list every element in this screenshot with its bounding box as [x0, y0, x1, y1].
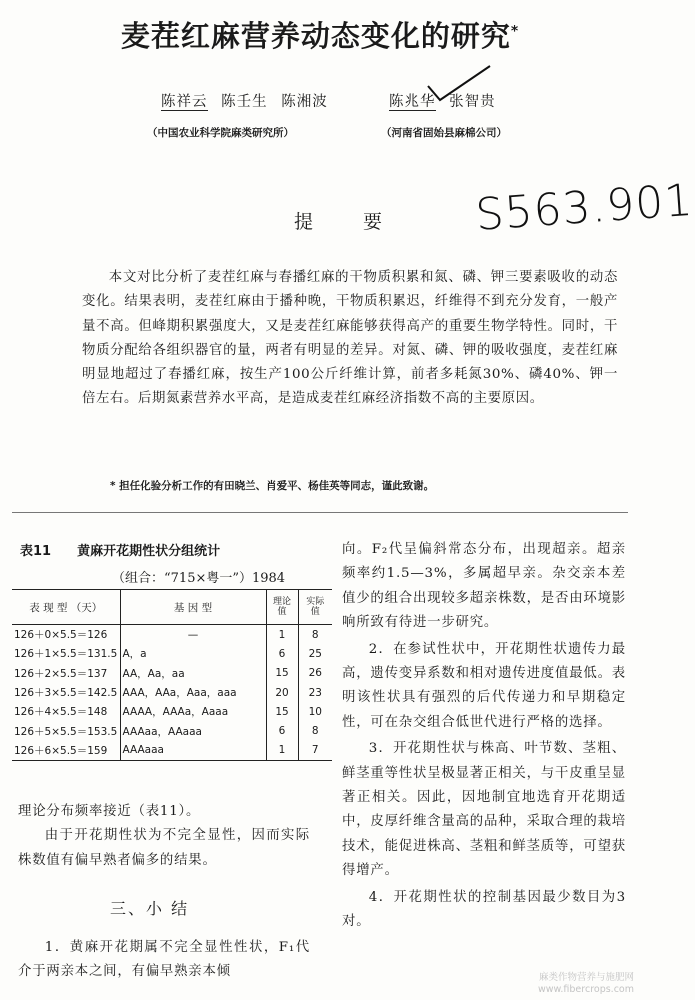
cell-theory: 6 [266, 721, 298, 740]
cell-theory: 1 [266, 625, 298, 645]
right-paragraph-1: 向。F₂代呈偏斜常态分布，出现超亲。超亲频率约1.5—3%，多属超早亲。杂交亲本差值少的组合出现较多超亲株数，是否由环境影响所致有待进一步研究。 [342, 542, 626, 631]
summary-point-3: 3．开花期性状与株高、叶节数、茎粗、鲜茎重等性状呈极显著正相关，与干皮重呈显著正相关。因此，因地制宜地选育开花期适中，皮厚纤维含量高的品种，采取合理的栽培技术，能促进株高、茎粗和鲜茎质等，可望获得增产。 [342, 741, 626, 879]
cell-actual: 10 [298, 702, 332, 721]
cell-actual: 7 [298, 741, 332, 760]
title-text: 麦茬红麻营养动态变化的研究 [120, 19, 511, 53]
summary-point-2: 2．在参试性状中，开花期性状遗传力最高，遗传变异系数和相对遗传进度值最低。表明该性状具有强烈的后代传递力和早期稳定性，可在杂交组合低世代进行严格的选择。 [342, 641, 626, 730]
cell-theory: 15 [266, 664, 298, 683]
header-theory-value: 理论值 [272, 597, 291, 617]
abstract-text: 本文对比分析了麦茬红麻与春播红麻的干物质积累和氮、磷、钾三要素吸收的动态变化。结果表明，麦茬红麻由于播种晚，干物质积累迟，纤维得不到充分发育，一般产量不高。但峰期积累强度大，又是麦茬红麻能够获得高产的重要生物学特性。同时，干物质分配给各组织器官的量，两者有明显的差异。对氮、磷、钾的吸收强度，麦茬红麻明显地超过了春播红麻，按生产100公斤纤维计算，前者多耗氮30%、磷40%、钾一倍左右。后期氮素营养水平高，是造成麦茬红麻经济指数不高的主要原因。 [82, 270, 618, 407]
table-row [12, 625, 332, 645]
table-row [12, 721, 332, 740]
cell-genotype: AAAaa，AAaaa [120, 721, 266, 740]
table-caption: 表11 黄麻开花期性状分组统计 [20, 544, 221, 559]
table-header-row [12, 590, 332, 625]
table-row [12, 683, 332, 702]
cell-theory: 6 [266, 644, 298, 663]
site-watermark [538, 972, 634, 996]
header-genotype: 基 因 型 [120, 590, 266, 625]
acknowledgement-footnote: * 担任化验分析工作的有田晓兰、肖爱平、杨佳英等同志，谨此致谢。 [110, 480, 435, 492]
watermark-line-2: www.fibercrops.com [537, 984, 634, 995]
cell-phenotype: 126＋2×5.5＝137 [14, 667, 108, 680]
cell-theory: 1 [266, 741, 298, 760]
title-footnote-mark: * [510, 23, 520, 40]
cell-theory: 20 [266, 683, 298, 702]
abstract-body [82, 266, 618, 412]
header-phenotype: 表 现 型 （天） [12, 590, 120, 625]
table-row [12, 664, 332, 683]
summary-point-4: 4．开花期性状的控制基因最少数目为3对。 [342, 889, 626, 930]
author-name: 陈祥云 [161, 94, 208, 110]
table-row [12, 741, 332, 760]
flowering-table [12, 589, 332, 761]
author-name: 张智贵 [449, 94, 496, 110]
paper-title [0, 14, 640, 55]
abstract-heading: 提 要 [294, 211, 405, 233]
left-paragraph-1: 理论分布频率接近（表11）。 [18, 804, 201, 819]
watermark-line-1: 麻类作物营养与施肥网 [538, 972, 634, 983]
cell-phenotype: 126＋1×5.5＝131.5 [14, 648, 118, 661]
cell-phenotype: 126＋6×5.5＝159 [14, 744, 108, 757]
left-paragraph-2: 由于开花期性状为不完全显性，因而实际株数值有偏早熟者偏多的结果。 [18, 828, 310, 868]
cell-genotype: AAAA，AAAa，Aaaa [120, 702, 266, 721]
cell-genotype: A，a [120, 644, 266, 663]
handwritten-call-number: S563.901 [474, 174, 695, 241]
header-actual-value: 实际值 [306, 597, 325, 617]
left-column [18, 800, 310, 873]
section-divider [12, 512, 628, 513]
cell-actual: 25 [298, 644, 332, 663]
cell-actual: 8 [298, 625, 332, 645]
right-column [342, 538, 626, 935]
author-name: 陈兆华 [389, 94, 436, 110]
affiliation-left: （中国农业科学院麻类研究所） [147, 127, 294, 139]
cell-phenotype: 126＋4×5.5＝148 [14, 706, 108, 719]
authors-left [161, 90, 328, 111]
cell-phenotype: 126＋0×5.5＝126 [14, 629, 108, 642]
handwritten-checkmark [426, 62, 496, 104]
cell-genotype: AAA，AAa，Aaa，aaa [120, 683, 266, 702]
author-name: 陈湘波 [281, 94, 328, 110]
cell-actual: 8 [298, 721, 332, 740]
cell-genotype: AAAaaa [120, 741, 266, 760]
author-name: 陈壬生 [221, 94, 268, 110]
cell-actual: 26 [298, 664, 332, 683]
table-row [12, 644, 332, 663]
cell-actual: 23 [298, 683, 332, 702]
section-heading-summary: 三、小 结 [110, 899, 190, 918]
cell-genotype: — [120, 625, 266, 645]
cell-phenotype: 126＋3×5.5＝142.5 [14, 687, 118, 700]
cell-genotype: AA，Aa，aa [120, 664, 266, 683]
left-column-summary [18, 936, 310, 985]
cell-theory: 15 [266, 702, 298, 721]
table-subcaption: （组合：“715×粤一”）1984 [112, 571, 286, 586]
summary-point-1: 1．黄麻开花期属不完全显性性状，F₁代介于两亲本之间，有偏早熟亲本倾 [18, 940, 310, 980]
table-row [12, 702, 332, 721]
affiliation-right: （河南省固始县麻棉公司） [381, 127, 507, 139]
cell-phenotype: 126＋5×5.5＝153.5 [14, 725, 118, 738]
